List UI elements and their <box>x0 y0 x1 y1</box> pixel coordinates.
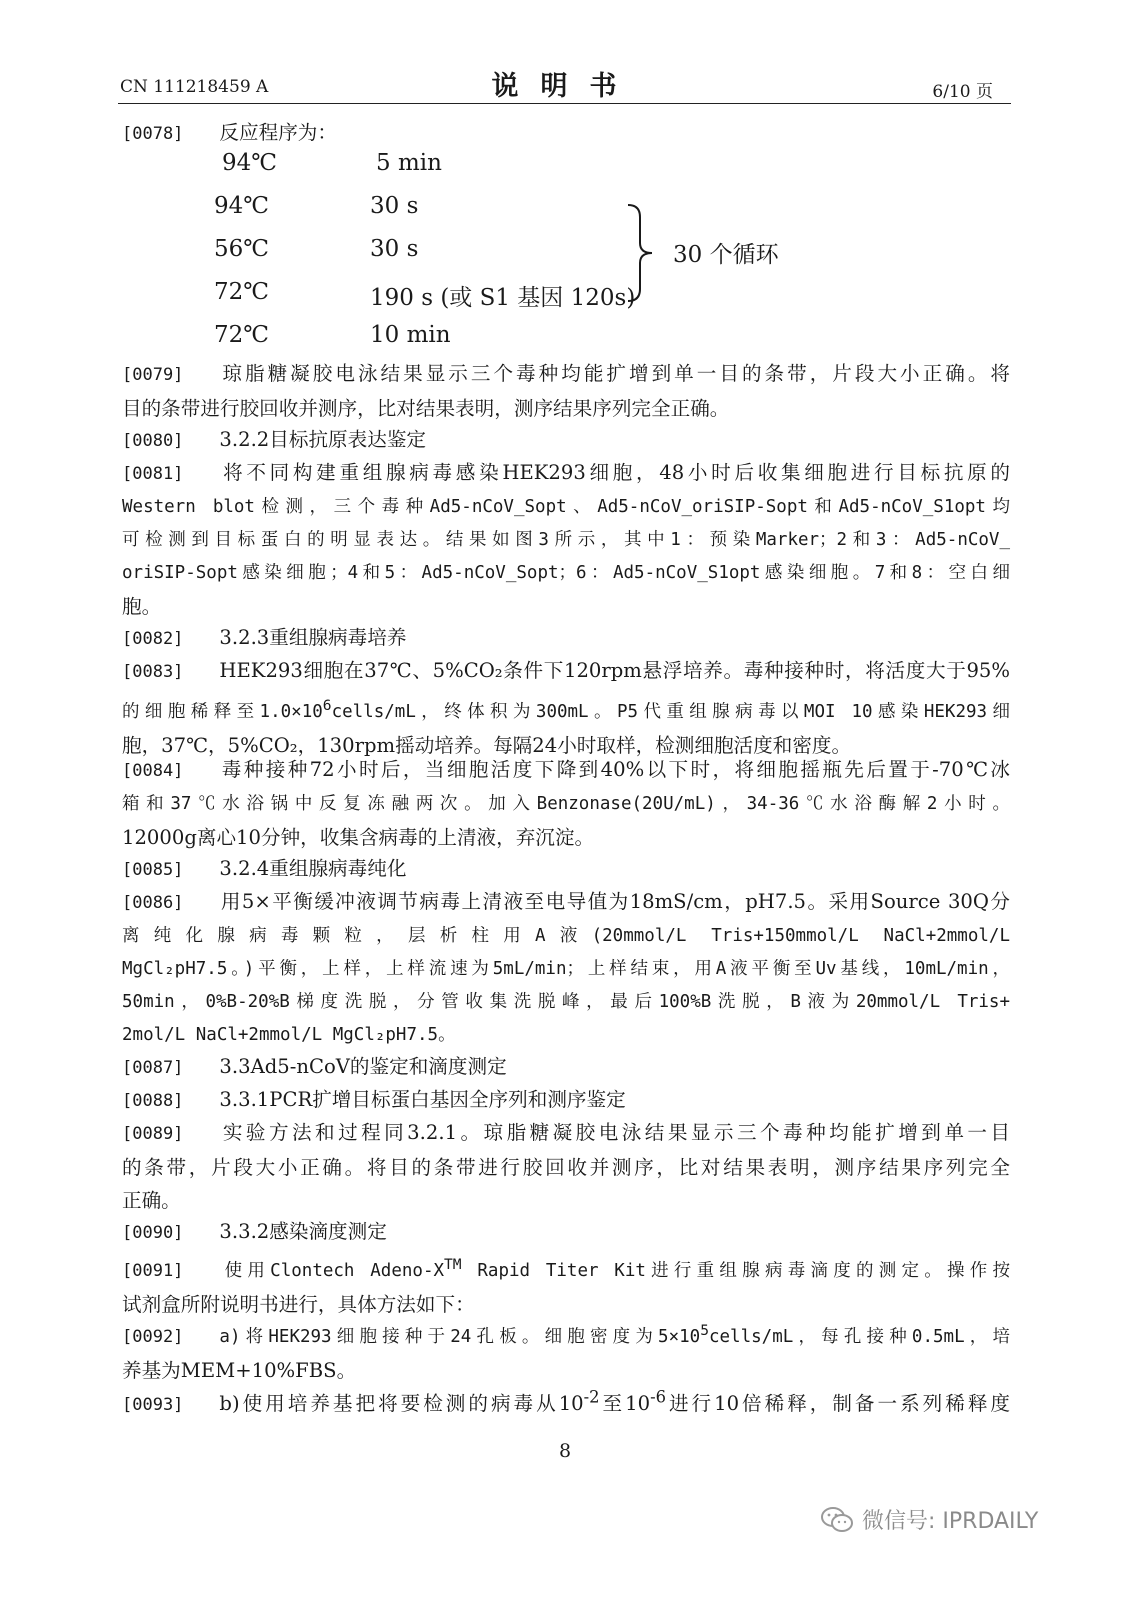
paragraph-tag: [0089] <box>122 1124 184 1144</box>
page-number: 8 <box>558 1440 572 1462</box>
paragraph-line: 胞，37℃，5%CO₂，130rpm摇动培养。每隔24小时取样，检测细胞活度和密度。 <box>122 733 852 757</box>
paragraph-tag: [0083] <box>122 662 184 682</box>
superscript: -6 <box>650 1387 666 1406</box>
paragraph-line: 的条带，片段大小正确。将目的条带进行胶回收并测序，比对结果表明，测序结果序列完全 <box>122 1156 1010 1179</box>
paragraph-0088 <box>122 1083 1010 1118</box>
paragraph-line: b)使用培养基把将要检测的病毒从$10^{-2}$至$10^{-6}$进行10倍稀释，制备一系列稀释度 <box>219 1387 1011 1415</box>
paragraph-tag: [0082] <box>122 629 184 649</box>
paragraph-tag: [0090] <box>122 1223 184 1243</box>
page-ratio: 6/10 页 <box>932 82 993 102</box>
program-time: 30 s <box>370 236 419 262</box>
superscript: 5 <box>700 1322 709 1339</box>
paragraph-line: oriSIP-Sopt感染细胞；4和5：Ad5-nCoV_Sopt；6：Ad5-nCoV_S1opt感染细胞。7和8：空白细 <box>122 563 1010 583</box>
paragraph-line: 50min，0%B-20%B梯度洗脱，分管收集洗脱峰，最后100%B洗脱，B液为20mmol/L Tris+ <box>122 992 1010 1012</box>
paragraph-0080 <box>122 423 1010 458</box>
paragraph-0082 <box>122 621 1010 656</box>
section-heading: 3.3Ad5-nCoV的鉴定和滴度测定 <box>219 1055 507 1078</box>
paragraph-line: 用5×平衡缓冲液调节病毒上清液至电导值为18mS/cm，pH7.5。采用Source 30Q分 <box>219 890 1010 913</box>
patent-number: CN 111218459 A <box>120 77 269 97</box>
paragraph-line: 离纯化腺病毒颗粒，层析柱用A液(20mmol/L Tris+150mmol/L NaCl+2mmol/L <box>122 926 1010 946</box>
paragraph-tag: [0079] <box>122 365 184 385</box>
paragraph-line: 试剂盒所附说明书进行，具体方法如下： <box>122 1292 475 1316</box>
program-temp: 56℃ <box>214 236 269 262</box>
paragraph-0089 <box>122 1116 1010 1217</box>
paragraph-0093 <box>122 1380 1010 1422</box>
section-heading: 3.2.2目标抗原表达鉴定 <box>219 428 427 451</box>
watermark <box>820 1504 1038 1535</box>
cycle-brace-icon <box>626 203 654 303</box>
paragraph-line: 琼脂糖凝胶电泳结果显示三个毒种均能扩增到单一目的条带，片段大小正确。将 <box>219 362 1010 385</box>
paragraph-line: 实验方法和过程同3.2.1。琼脂糖凝胶电泳结果显示三个毒种均能扩增到单一目 <box>219 1121 1010 1144</box>
paragraph-tag: [0093] <box>122 1394 184 1415</box>
paragraph-0078 <box>122 116 1010 151</box>
paragraph-text: 反应程序为： <box>219 121 337 144</box>
paragraph-line: MgCl₂pH7.5。)平衡，上样，上样流速为5mL/min；上样结束，用A液平衡至Uv基线，10mL/min， <box>122 959 1010 979</box>
paragraph-line: 12000g离心10分钟，收集含病毒的上清液，弃沉淀。 <box>122 826 595 849</box>
paragraph-tag: [0086] <box>122 893 184 913</box>
paragraph-line: Western blot检测，三个毒种Ad5-nCoV_Sopt、Ad5-nCoV_oriSIP-Sopt和Ad5-nCoV_S1opt均 <box>122 497 1010 517</box>
paragraph-tag: [0078] <box>122 124 184 144</box>
program-temp: 72℃ <box>214 322 269 348</box>
header-rule <box>118 103 1011 104</box>
trademark-superscript: TM <box>444 1256 462 1273</box>
program-time: 10 min <box>370 322 451 348</box>
paragraph-tag: [0087] <box>122 1058 184 1078</box>
program-time: 30 s <box>370 193 419 219</box>
wechat-icon <box>820 1505 854 1535</box>
paragraph-line: 胞。 <box>122 595 162 618</box>
paragraph-0091 <box>122 1248 1010 1321</box>
paragraph-tag: [0092] <box>122 1326 184 1347</box>
paragraph-0092 <box>122 1314 1010 1387</box>
section-heading: 3.3.1PCR扩增目标蛋白基因全序列和测序鉴定 <box>219 1088 626 1111</box>
paragraph-line: 可检测到目标蛋白的明显表达。结果如图3所示，其中1：预染Marker；2和3：Ad5-nCoV_ <box>122 530 1010 550</box>
program-temp: 94℃ <box>222 150 277 176</box>
paragraph-0083 <box>122 654 1010 762</box>
program-temp: 94℃ <box>214 193 269 219</box>
paragraph-tag: [0084] <box>122 761 184 781</box>
cycles-label: 30 个循环 <box>673 242 779 268</box>
paragraph-tag: [0091] <box>122 1260 184 1281</box>
paragraph-0079 <box>122 357 1010 425</box>
program-temp: 72℃ <box>214 279 269 305</box>
superscript: 6 <box>322 697 332 714</box>
paragraph-line: 使用Clontech Adeno-X™ Rapid Titer Kit进行重组腺病毒滴度的测定。操作按 <box>219 1256 1010 1281</box>
paragraph-line: 养基为MEM+10%FBS。 <box>122 1358 357 1382</box>
paragraph-tag: [0081] <box>122 464 184 484</box>
program-time: 190 s (或 S1 基因 120s) <box>370 285 636 311</box>
paragraph-0084 <box>122 753 1010 854</box>
paragraph-line: 目的条带进行胶回收并测序，比对结果表明，测序结果序列完全正确。 <box>122 397 730 420</box>
paragraph-line: 箱和37℃水浴锅中反复冻融两次。加入Benzonase(20U/mL)，34-36℃水浴酶解2小时。 <box>122 794 1010 814</box>
section-heading: 3.2.3重组腺病毒培养 <box>219 626 407 649</box>
paragraph-line: HEK293细胞在37℃、5%CO₂条件下120rpm悬浮培养。毒种接种时，将活度大于95% <box>219 659 1010 682</box>
document-title: 说明书 <box>491 71 639 102</box>
paragraph-line: 毒种接种72小时后，当细胞活度下降到40%以下时，将细胞摇瓶先后置于-70℃冰 <box>219 758 1010 781</box>
paragraph-tag: [0085] <box>122 860 184 880</box>
watermark-text: 微信号: IPRDAILY <box>862 1509 1039 1534</box>
paragraph-tag: [0080] <box>122 431 184 451</box>
paragraph-0085 <box>122 852 1010 887</box>
section-heading: 3.2.4重组腺病毒纯化 <box>219 857 407 880</box>
paragraph-line: 正确。 <box>122 1189 181 1212</box>
paragraph-0081 <box>122 456 1010 623</box>
superscript: -2 <box>583 1387 600 1406</box>
paragraph-line: 将不同构建重组腺病毒感染HEK293细胞，48小时后收集细胞进行目标抗原的 <box>219 461 1010 484</box>
paragraph-line: 的细胞稀释至$1.0\times 10^6cells/mL$，终体积为300mL。P5代重组腺病毒以MOI 10感染HEK293细 <box>122 697 1010 722</box>
paragraph-line: 2mol/L NaCl+2mmol/L MgCl₂pH7.5。 <box>122 1025 456 1045</box>
paragraph-0086 <box>122 885 1010 1052</box>
section-heading: 3.3.2感染滴度测定 <box>219 1220 387 1243</box>
paragraph-tag: [0088] <box>122 1091 184 1111</box>
paragraph-line: a)将HEK293细胞接种于24孔板。细胞密度为$5\times 10^5cells/mL$，每孔接种0.5mL，培 <box>219 1322 1010 1347</box>
program-time: 5 min <box>376 150 442 176</box>
paragraph-0090 <box>122 1215 1010 1250</box>
paragraph-0087 <box>122 1050 1010 1085</box>
